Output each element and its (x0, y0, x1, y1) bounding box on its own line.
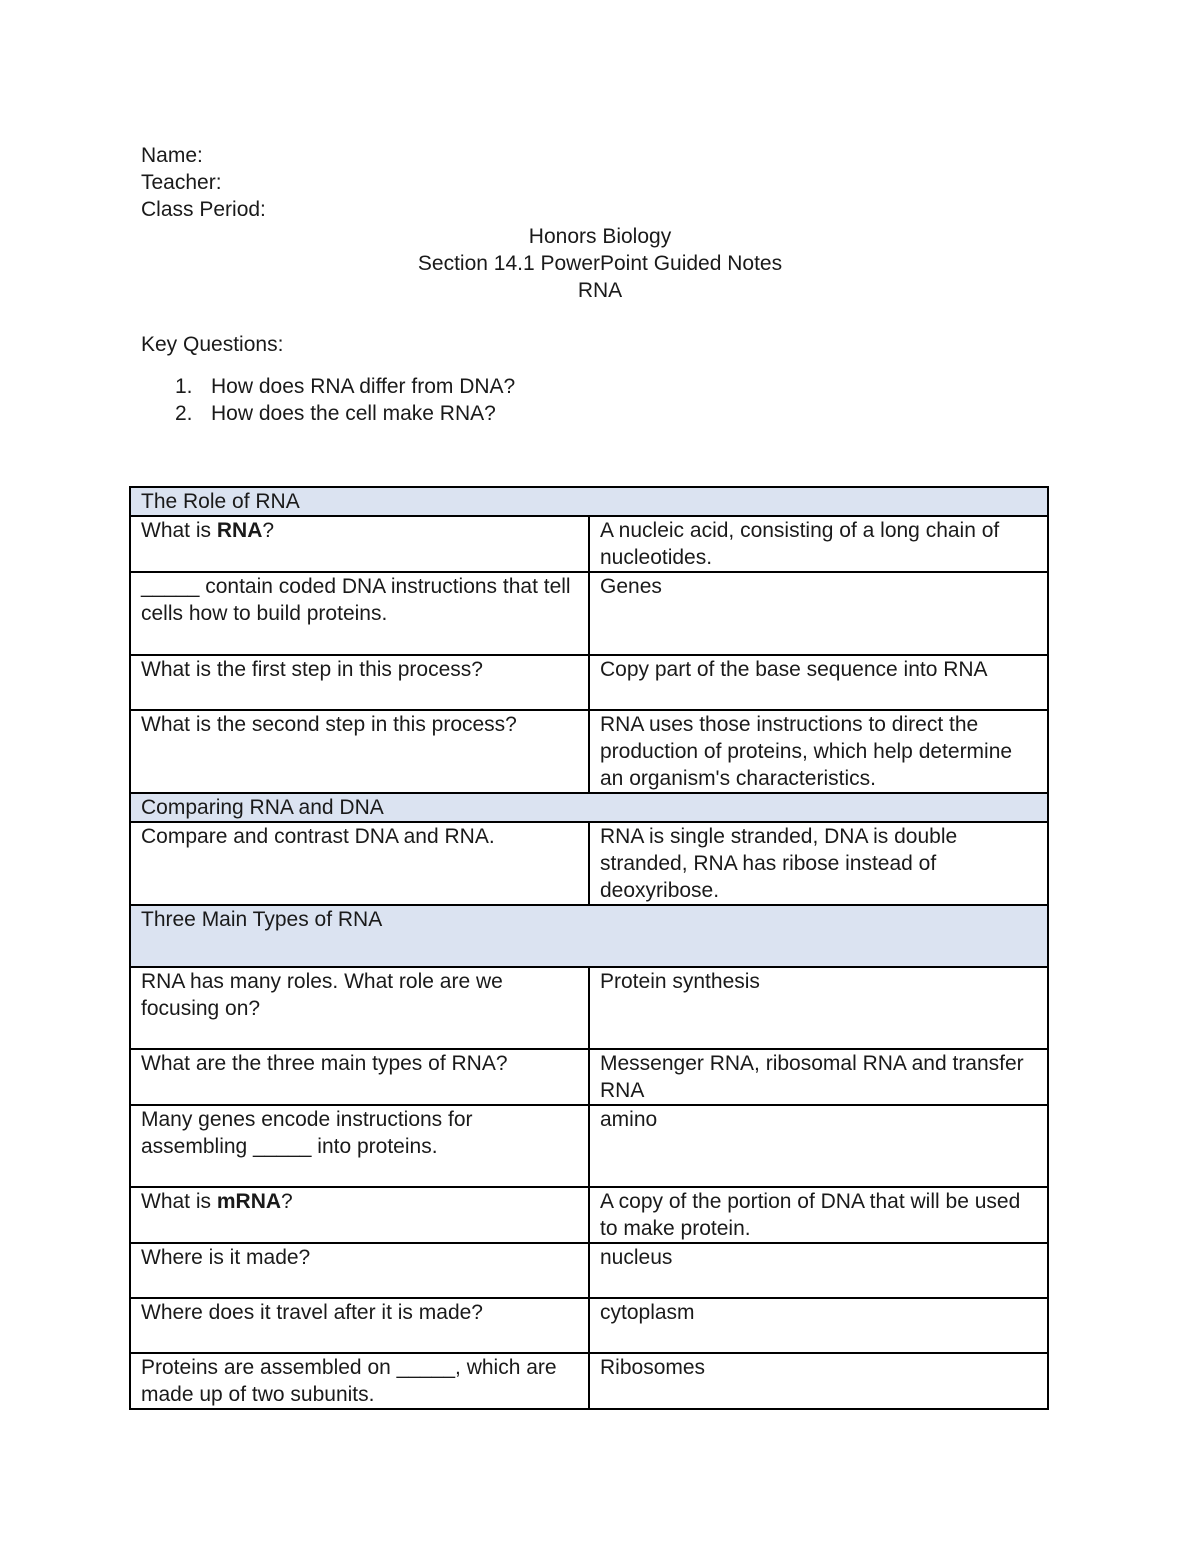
question-cell: What is mRNA? (130, 1187, 589, 1243)
table-row (130, 1187, 1048, 1243)
table-row (130, 1298, 1048, 1353)
document-title (0, 223, 1200, 304)
notes-table (129, 486, 1049, 1410)
answer-cell: Protein synthesis (589, 967, 1048, 1049)
question-cell: _____ contain coded DNA instructions that tell cells how to build proteins. (130, 572, 589, 655)
answer-cell: amino (589, 1105, 1048, 1187)
answer-cell: Ribosomes (589, 1353, 1048, 1409)
section-heading: The Role of RNA (130, 487, 1048, 516)
answer-cell: nucleus (589, 1243, 1048, 1298)
answer-cell: A nucleic acid, consisting of a long chain of nucleotides. (589, 516, 1048, 572)
question-cell: Compare and contrast DNA and RNA. (130, 822, 589, 905)
question-cell: What are the three main types of RNA? (130, 1049, 589, 1105)
question-cell: What is the second step in this process? (130, 710, 589, 793)
question-cell: What is the first step in this process? (130, 655, 589, 710)
question-text: How does RNA differ from DNA? (211, 375, 516, 398)
student-info (141, 142, 266, 223)
answer-cell: Genes (589, 572, 1048, 655)
question-number: 2. (175, 402, 193, 425)
question-number: 1. (175, 375, 193, 398)
answer-cell: RNA is single stranded, DNA is double stranded, RNA has ribose instead of deoxyribose. (589, 822, 1048, 905)
key-questions-list (141, 373, 515, 427)
question-cell: Where is it made? (130, 1243, 589, 1298)
table-row (130, 1105, 1048, 1187)
table-row (130, 655, 1048, 710)
question-cell: RNA has many roles. What role are we focusing on? (130, 967, 589, 1049)
question-cell: Many genes encode instructions for assembling _____ into proteins. (130, 1105, 589, 1187)
section-title: Section 14.1 PowerPoint Guided Notes (417, 252, 783, 275)
table-row (130, 1049, 1048, 1105)
section-row (130, 487, 1048, 516)
table-row (130, 710, 1048, 793)
teacher-label: Teacher: (141, 171, 222, 194)
table-row (130, 1243, 1048, 1298)
class-period-label: Class Period: (141, 198, 266, 221)
question-cell: What is RNA? (130, 516, 589, 572)
question-cell: Where does it travel after it is made? (130, 1298, 589, 1353)
section-heading: Three Main Types of RNA (130, 905, 1048, 967)
answer-cell: A copy of the portion of DNA that will be used to make protein. (589, 1187, 1048, 1243)
section-heading: Comparing RNA and DNA (130, 793, 1048, 822)
table-row (130, 822, 1048, 905)
table-row (130, 572, 1048, 655)
name-label: Name: (141, 144, 203, 167)
section-row (130, 905, 1048, 967)
key-questions-label: Key Questions: (141, 333, 284, 356)
question-text: How does the cell make RNA? (211, 402, 496, 425)
key-question-item (141, 400, 515, 427)
section-row (130, 793, 1048, 822)
answer-cell: Messenger RNA, ribosomal RNA and transfer RNA (589, 1049, 1048, 1105)
answer-cell: cytoplasm (589, 1298, 1048, 1353)
table-row (130, 967, 1048, 1049)
key-question-item (141, 373, 515, 400)
topic-title: RNA (577, 279, 623, 302)
question-cell: Proteins are assembled on _____, which are made up of two subunits. (130, 1353, 589, 1409)
table-row (130, 1353, 1048, 1409)
answer-cell: RNA uses those instructions to direct the production of proteins, which help determine an organism's characteristics. (589, 710, 1048, 793)
answer-cell: Copy part of the base sequence into RNA (589, 655, 1048, 710)
table-row (130, 516, 1048, 572)
course-title: Honors Biology (528, 225, 672, 248)
